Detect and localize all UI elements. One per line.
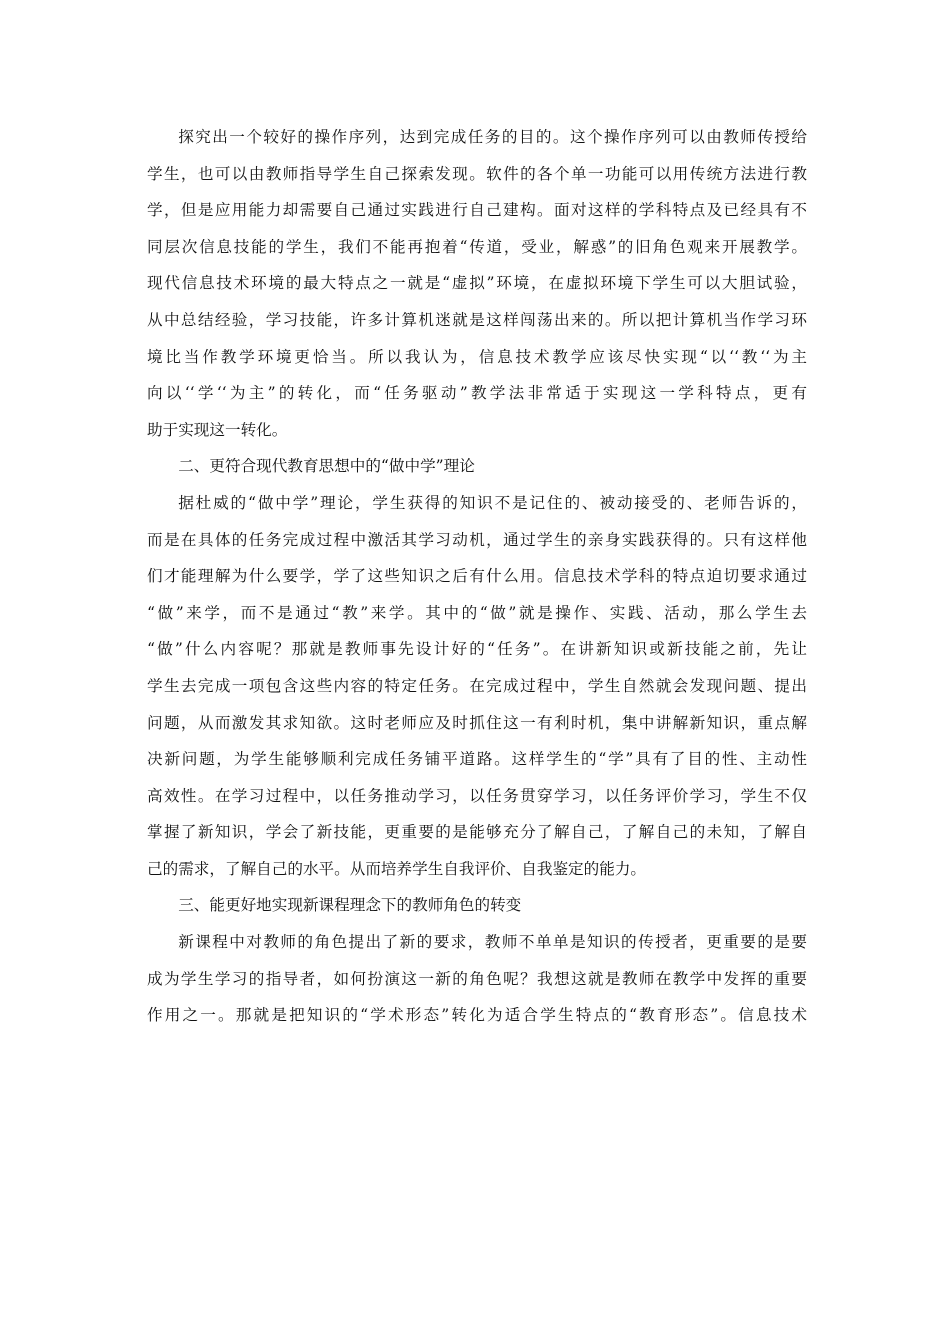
text-line: 问题，从而激发其求知欲。这时老师应及时抓住这一有利时机，集中讲解新知识，重点解 [147, 713, 807, 732]
text-line: “做”什么内容呢？那就是教师事先设计好的“任务”。在讲新知识或新技能之前，先让 [147, 640, 807, 659]
text-line: 而是在具体的任务完成过程中激活其学习动机，通过学生的亲身实践获得的。只有这样他 [147, 530, 807, 549]
text-line: 学生去完成一项包含这些内容的特定任务。在完成过程中，学生自然就会发现问题、提出 [147, 676, 807, 695]
text-line: 学生，也可以由教师指导学生自己探索发现。软件的各个单一功能可以用传统方法进行教 [147, 164, 807, 183]
document-page [147, 119, 807, 1034]
text-line: 探究出一个较好的操作序列，达到完成任务的目的。这个操作序列可以由教师传授给 [178, 128, 807, 146]
text-line: 向以‘‘学‘‘为主”的转化，而“任务驱动”教学法非常适于实现这一学科特点，更有 [147, 384, 807, 403]
heading-text: 二、更符合现代教育思想中的“做中学”理论 [178, 457, 475, 476]
section-heading-3 [147, 887, 807, 924]
text-line: 助于实现这一转化。 [147, 420, 288, 439]
text-line: 己的需求，了解自己的水平。从而培养学生自我评价、自我鉴定的能力。 [147, 859, 647, 878]
text-line: 高效性。在学习过程中，以任务推动学习，以任务贯穿学习，以任务评价学习，学生不仅 [147, 786, 807, 805]
text-line: 现代信息技术环境的最大特点之一就是“虚拟”环境，在虚拟环境下学生可以大胆试验， [147, 274, 807, 293]
text-line: “做”来学，而不是通过“教”来学。其中的“做”就是操作、实践、活动，那么学生去 [147, 603, 807, 622]
heading-text: 三、能更好地实现新课程理念下的教师角色的转变 [178, 896, 522, 915]
text-line: 决新问题，为学生能够顺利完成任务铺平道路。这样学生的“学”具有了目的性、主动性 [147, 750, 807, 769]
text-line: 从中总结经验，学习技能，许多计算机迷就是这样闯荡出来的。所以把计算机当作学习环 [147, 310, 807, 329]
paragraph-dewey [147, 485, 807, 888]
text-line: 同层次信息技能的学生，我们不能再抱着“传道，受业，解惑”的旧角色观来开展教学。 [147, 237, 807, 256]
text-line: 作用之一。那就是把知识的“学术形态”转化为适合学生特点的“教育形态”。信息技术 [147, 1006, 807, 1025]
section-heading-2 [147, 448, 807, 485]
text-line: 新课程中对教师的角色提出了新的要求，教师不单单是知识的传授者，更重要的是要 [178, 933, 807, 952]
text-line: 们才能理解为什么要学，学了这些知识之后有什么用。信息技术学科的特点迫切要求通过 [147, 567, 807, 586]
text-line: 境比当作教学环境更恰当。所以我认为，信息技术教学应该尽快实现“以‘‘教‘‘为主 [147, 347, 807, 366]
text-line: 学，但是应用能力却需要自己通过实践进行自己建构。面对这样的学科特点及已经具有不 [147, 201, 807, 220]
text-line: 掌握了新知识，学会了新技能，更重要的是能够充分了解自己，了解自己的未知，了解自 [147, 823, 807, 842]
text-line: 成为学生学习的指导者，如何扮演这一新的角色呢？我想这就是教师在教学中发挥的重要 [147, 969, 807, 988]
text-line: 据杜威的“做中学”理论，学生获得的知识不是记住的、被动接受的、老师告诉的， [178, 493, 807, 512]
paragraph-teacher-role [147, 924, 807, 1034]
paragraph-intro [147, 119, 807, 448]
